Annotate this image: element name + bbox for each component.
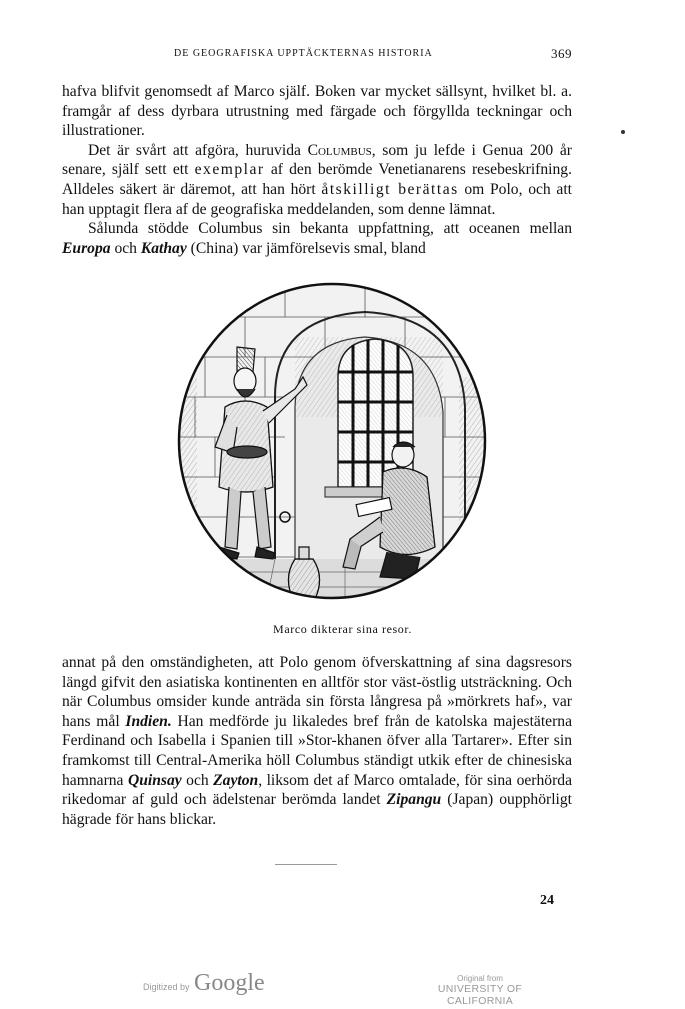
original-from-label: Original from <box>457 974 503 983</box>
paragraph-4: annat på den omständigheten, att Polo genom öfverskattning af sina dagsresors längd gifvit den asiatiska kontinenten en alltför stor väst-östlig utsträckning. Och när Columbus omsider kunde anträda sin första långresa på »mörkrets haf», var hans mål Indien. Han medförde ju likaledes bref från de katolska majestäterna Ferdinand och Isabella i Spanien till »Stor-khanen öfver alla Tartarer». Efter sin framkomst till Central-Amerika höll Columbus ständigt utkik efter de chinesiska hamnarna Quinsay och Zayton, liksom det af Marco omtalade, för sina oerhörda rikedomar af guld och ädelstenar berömda landet Zipangu (Japan) oupphörligt hägrade för hans blickar. <box>62 654 572 828</box>
margin-mark <box>621 130 625 134</box>
engraving-illustration <box>175 277 489 609</box>
google-logo: Google <box>194 970 265 996</box>
figure-caption: Marco dikterar sina resor. <box>273 622 412 636</box>
engraving-figure <box>175 277 489 609</box>
bottom-text-block <box>62 653 572 829</box>
top-text-block <box>62 82 572 258</box>
paragraph-3: Sålunda stödde Columbus sin bekanta uppfattning, att oceanen mellan Europa och Kathay (China) var jämförelsevis smal, bland <box>62 220 572 257</box>
original-source <box>410 974 550 1007</box>
paragraph-2: Det är svårt att afgöra, huruvida Columbus, som ju lefde i Genua 200 år senare, själf sett ett exemplar af den berömde Venetianarens resebeskrifning. Alldeles säkert är däremot, att han hört åtskilligt berättas om Polo, och att han upptagit flera af de geografiska meddelanden, som denne lämnat. <box>62 141 573 218</box>
page-number: 369 <box>551 46 572 61</box>
signature-mark: 24 <box>540 893 554 908</box>
paragraph-1: hafva blifvit genomsedt af Marco själf. Boken var mycket sällsynt, hvilket bl. a. framgår af dess dyrbara utrustning med färgade och förgyllda teckningar och illustrationer. <box>62 83 572 140</box>
university-label: UNIVERSITY OF CALIFORNIA <box>437 983 523 1007</box>
separator-rule <box>275 864 337 865</box>
running-head-title: DE GEOGRAFISKA UPPTÄCKTERNAS HISTORIA <box>174 48 433 59</box>
digitized-by-label: Digitized by <box>143 982 190 992</box>
